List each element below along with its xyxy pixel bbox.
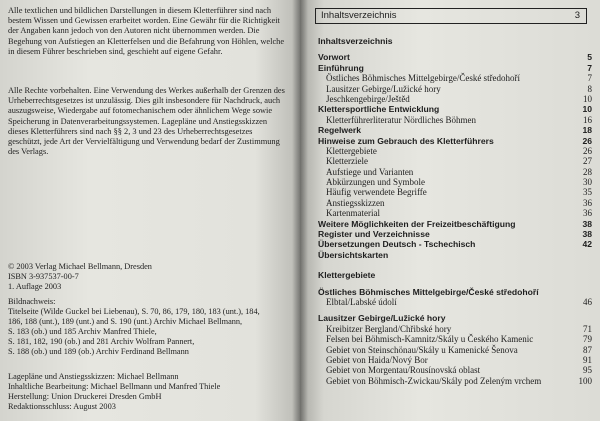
toc-page-number: 87 (583, 344, 592, 355)
toc-heading (318, 250, 592, 260)
toc-entry (318, 334, 592, 344)
disclaimer-text: Alle textlichen und bildlichen Darstellungen in diesem Kletterführer sind nach bestem Wissen und Gewissen erarbeitet worden. Eine Gewähr für die Richtigkeit der Angaben kann jedoch von den Autoren nicht übernommen werden. Die Begehung von Aufstiegen an Kletterfelsen und die Befahrung von Höhlen, welche in diesem Führer beschrieben sind, geschieht auf eigene Gefahr. (8, 6, 285, 56)
toc-label: Kletterziele (326, 156, 368, 167)
toc-heading (318, 219, 592, 229)
page-header (315, 8, 587, 24)
toc-entry (318, 365, 592, 375)
credits-line: Herstellung: Union Druckerei Dresden GmbH (8, 392, 162, 401)
book-gutter (292, 0, 308, 421)
toc-page-number: 38 (582, 218, 592, 229)
bildnachweis-line: S. 183 (ob.) und 185 Archiv Manfred Thiele, (8, 327, 157, 336)
toc-label: Anstiegsskizzen (326, 197, 385, 208)
toc-heading (318, 52, 592, 62)
toc-entry (318, 115, 592, 125)
toc-label: Klettergebiete (318, 270, 376, 281)
toc-heading (318, 63, 592, 73)
header-page-number: 3 (574, 10, 580, 21)
toc-page-number: 7 (587, 73, 592, 84)
toc-label: Felsen bei Böhmisch-Kamnitz/Skály u Českého Kamenic (326, 334, 534, 345)
toc-label: Übersichtskarten (318, 249, 389, 260)
toc-entry (318, 187, 592, 197)
toc-entry (318, 177, 592, 187)
bildnachweis-line: Titelseite (Wilde Guckel bei Liebenau), S. 70, 86, 179, 180, 183 (unt.), 184, (8, 307, 260, 316)
toc-label: Übersetzungen Deutsch - Tschechisch (318, 239, 476, 250)
toc-page-number: 18 (582, 125, 592, 136)
disclaimer-paragraph (8, 6, 288, 57)
toc-heading (318, 104, 592, 114)
toc-page-number: 8 (587, 83, 592, 94)
toc-page-number: 71 (583, 323, 592, 334)
toc-entry (318, 84, 592, 94)
toc-heading (318, 270, 592, 280)
toc-entry (318, 167, 592, 177)
toc-label: Elbtal/Labské údolí (326, 296, 397, 307)
toc-label: Häufig verwendete Begriffe (326, 187, 427, 198)
toc-heading (318, 313, 592, 323)
toc-page-number: 28 (583, 166, 592, 177)
bildnachweis-block (8, 297, 294, 357)
toc-label: Inhaltsverzeichnis (318, 36, 393, 46)
toc-page-number: 26 (583, 145, 592, 156)
toc-label: Gebiet von Haida/Nový Bor (326, 354, 428, 365)
copyright-block (8, 262, 294, 292)
bildnachweis-title: Bildnachweis: (8, 297, 56, 306)
toc-entry (318, 146, 592, 156)
toc-heading (318, 36, 592, 46)
toc-page-number: 26 (582, 135, 592, 146)
toc-page-number: 16 (583, 114, 592, 125)
toc-spacer (318, 260, 592, 270)
toc-page-number: 36 (583, 208, 592, 219)
bildnachweis-line: 186, 188 (unt.), 189 (unt.) and S. 190 (unt.) Archiv Michael Bellmann, (8, 317, 243, 326)
toc-entry (318, 376, 592, 386)
toc-page-number: 5 (587, 52, 592, 63)
toc-page-number: 10 (583, 93, 592, 104)
toc-label: Weitere Möglichkeiten der Freizeitbeschäftigung (318, 218, 516, 229)
toc-page-number: 42 (582, 239, 592, 250)
copyright-line: © 2003 Verlag Michael Bellmann, Dresden (8, 262, 152, 271)
toc-entry (318, 355, 592, 365)
toc-label: Vorwort (318, 52, 350, 63)
rights-paragraph (8, 86, 288, 157)
toc-page-number: 100 (578, 375, 592, 386)
toc-entry (318, 297, 592, 307)
toc-label: Register und Verzeichnisse (318, 229, 430, 240)
toc-label: Klettersportliche Entwicklung (318, 104, 440, 115)
bildnachweis-line: S. 181, 182, 190 (ob.) and 281 Archiv Wolfram Pannert, (8, 337, 195, 346)
toc-label: Einführung (318, 62, 364, 73)
credits-line: Inhaltliche Bearbeitung: Michael Bellmann und Manfred Thiele (8, 382, 221, 391)
credits-block (8, 372, 294, 412)
toc-heading (318, 125, 592, 135)
toc-page-number: 7 (587, 62, 592, 73)
toc-page-number: 35 (583, 187, 592, 198)
toc-label: Lausitzer Gebirge/Lužické hory (318, 313, 446, 324)
toc-label: Aufstiege und Varianten (326, 166, 414, 177)
toc-entry (318, 208, 592, 218)
rights-text: Alle Rechte vorbehalten. Eine Verwendung des Werkes außerhalb der Grenzen des Urheberrechtsgesetzes ist unzulässig. Dies gilt insbesondere für Nachdruck, auch auszugsweise, Wiedergabe auf fotomechanischem oder ähnlichem Wege sowie Speicherung in Datenverarbeitungssystemen. Lagepläne und Anstiegsskizzen dieses Kletterführers sind nach §§ 2, 3 und 23 des Urheberrechtsgesetzes geschützt, jede Art der Vervielfältigung und Verwendung bedarf der Zustimmung des Verlags. (8, 86, 285, 157)
header-title: Inhaltsverzeichnis (321, 10, 397, 21)
toc-label: Klettergebiete (326, 145, 377, 156)
toc-heading (318, 287, 592, 297)
isbn-line: ISBN 3-937537-00-7 (8, 272, 79, 281)
toc-page-number: 46 (583, 296, 592, 307)
toc-page-number: 38 (582, 229, 592, 240)
toc-page-number: 95 (583, 365, 592, 376)
toc-label: Abkürzungen und Symbole (326, 177, 425, 188)
toc-entry (318, 324, 592, 334)
toc-label: Östliches Böhmisches Mittelgebirge/České středohoří (318, 286, 539, 297)
toc-label: Hinweise zum Gebrauch des Kletterführers (318, 135, 494, 146)
toc-heading (318, 229, 592, 239)
toc-label: Kletterführerliteratur Nördliches Böhmen (326, 114, 476, 125)
credits-line: Redaktionsschluss: August 2003 (8, 402, 116, 411)
toc-heading (318, 136, 592, 146)
toc-label: Jeschkengebirge/Ještěd (326, 93, 410, 104)
toc-page-number: 36 (583, 197, 592, 208)
toc-entry (318, 73, 592, 83)
toc-page-number: 30 (583, 177, 592, 188)
toc-page-number: 91 (583, 354, 592, 365)
toc-label: Östliches Böhmisches Mittelgebirge/České středohoří (326, 73, 521, 84)
table-of-contents (318, 36, 592, 386)
toc-label: Kreibitzer Bergland/Chřibské hory (326, 323, 452, 334)
credits-line: Lagepläne und Anstiegsskizzen: Michael Bellmann (8, 372, 179, 381)
toc-label: Regelwerk (318, 125, 361, 136)
toc-page-number: 27 (583, 156, 592, 167)
toc-page-number: 79 (583, 334, 592, 345)
toc-entry (318, 94, 592, 104)
toc-label: Kartenmaterial (326, 208, 380, 219)
toc-label: Gebiet von Böhmisch-Zwickau/Skály pod Zeleným vrchem (326, 375, 542, 386)
toc-label: Gebiet von Steinschönau/Skály u Kamenické Šenova (326, 344, 518, 355)
toc-entry (318, 156, 592, 166)
toc-label: Gebiet von Morgentau/Rousínovská oblast (326, 365, 481, 376)
edition-line: 1. Auflage 2003 (8, 282, 62, 291)
toc-label: Lausitzer Gebirge/Lužické hory (326, 83, 441, 94)
bildnachweis-line: S. 188 (ob.) und 189 (ob.) Archiv Ferdinand Bellmann (8, 347, 189, 356)
toc-page-number: 10 (582, 104, 592, 115)
toc-heading (318, 239, 592, 249)
toc-entry (318, 345, 592, 355)
toc-entry (318, 198, 592, 208)
